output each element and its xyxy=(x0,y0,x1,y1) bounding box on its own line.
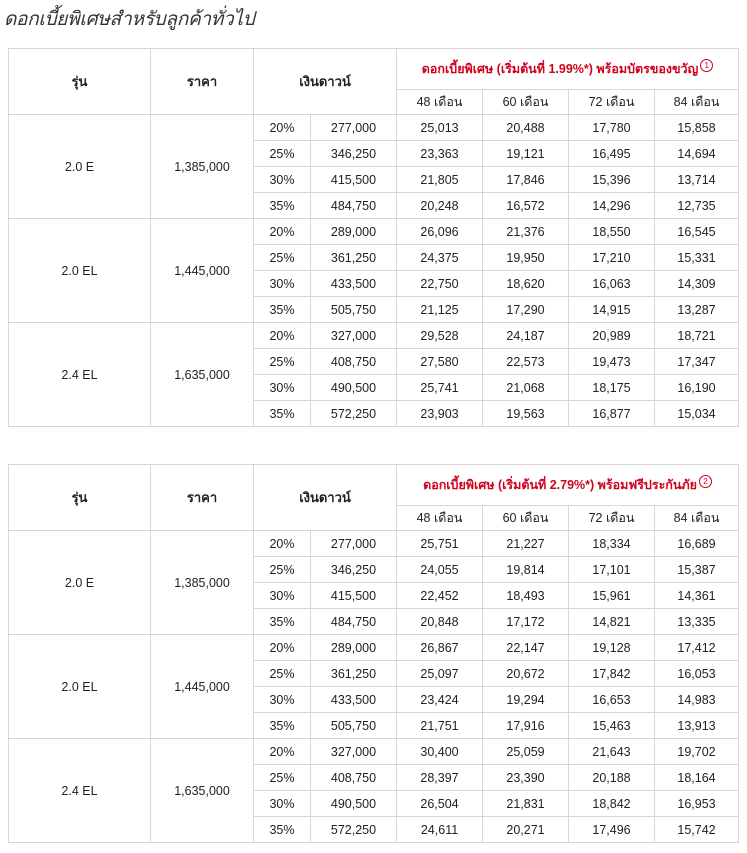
installment-84-cell: 18,164 xyxy=(655,765,739,791)
down-amount-cell: 415,500 xyxy=(311,167,397,193)
down-percent-cell: 25% xyxy=(254,245,311,271)
down-percent-cell: 30% xyxy=(254,167,311,193)
down-amount-cell: 433,500 xyxy=(311,271,397,297)
installment-72-cell: 18,175 xyxy=(569,375,655,401)
model-header: รุ่น xyxy=(9,465,151,531)
down-percent-cell: 25% xyxy=(254,349,311,375)
down-amount-cell: 490,500 xyxy=(311,791,397,817)
month-header: 48 เดือน xyxy=(397,90,483,115)
down-percent-cell: 20% xyxy=(254,739,311,765)
installment-84-cell: 15,742 xyxy=(655,817,739,843)
installment-84-cell: 16,953 xyxy=(655,791,739,817)
down-amount-cell: 361,250 xyxy=(311,245,397,271)
installment-84-cell: 15,858 xyxy=(655,115,739,141)
down-percent-cell: 25% xyxy=(254,557,311,583)
down-percent-cell: 20% xyxy=(254,219,311,245)
installment-60-cell: 20,488 xyxy=(483,115,569,141)
installment-72-cell: 16,063 xyxy=(569,271,655,297)
installment-72-cell: 15,961 xyxy=(569,583,655,609)
installment-72-cell: 14,821 xyxy=(569,609,655,635)
installment-84-cell: 15,331 xyxy=(655,245,739,271)
installment-72-cell: 14,296 xyxy=(569,193,655,219)
down-payment-header: เงินดาวน์ xyxy=(254,465,397,531)
installment-48-cell: 26,096 xyxy=(397,219,483,245)
installment-84-cell: 13,714 xyxy=(655,167,739,193)
installment-72-cell: 18,842 xyxy=(569,791,655,817)
installment-48-cell: 23,363 xyxy=(397,141,483,167)
down-percent-cell: 35% xyxy=(254,713,311,739)
installment-48-cell: 24,375 xyxy=(397,245,483,271)
footnote-badge-icon: 2 xyxy=(699,475,712,488)
down-amount-cell: 277,000 xyxy=(311,115,397,141)
price-cell: 1,635,000 xyxy=(151,323,254,427)
installment-72-cell: 17,780 xyxy=(569,115,655,141)
month-header: 60 เดือน xyxy=(483,506,569,531)
installment-72-cell: 14,915 xyxy=(569,297,655,323)
installment-60-cell: 21,831 xyxy=(483,791,569,817)
installment-48-cell: 22,452 xyxy=(397,583,483,609)
installment-48-cell: 23,903 xyxy=(397,401,483,427)
down-percent-cell: 35% xyxy=(254,401,311,427)
installment-48-cell: 21,805 xyxy=(397,167,483,193)
table-row xyxy=(9,531,739,557)
installment-84-cell: 16,190 xyxy=(655,375,739,401)
installment-60-cell: 22,573 xyxy=(483,349,569,375)
month-header: 48 เดือน xyxy=(397,506,483,531)
down-amount-cell: 572,250 xyxy=(311,401,397,427)
installment-84-cell: 16,053 xyxy=(655,661,739,687)
down-percent-cell: 30% xyxy=(254,791,311,817)
installment-84-cell: 18,721 xyxy=(655,323,739,349)
installment-60-cell: 17,846 xyxy=(483,167,569,193)
installment-84-cell: 12,735 xyxy=(655,193,739,219)
table-row xyxy=(9,739,739,765)
model-cell: 2.0 E xyxy=(9,115,151,219)
installment-72-cell: 17,496 xyxy=(569,817,655,843)
installment-60-cell: 20,672 xyxy=(483,661,569,687)
installment-48-cell: 24,611 xyxy=(397,817,483,843)
installment-60-cell: 18,620 xyxy=(483,271,569,297)
price-cell: 1,385,000 xyxy=(151,115,254,219)
footnote-badge-icon: 1 xyxy=(700,59,713,72)
installment-84-cell: 17,412 xyxy=(655,635,739,661)
installment-48-cell: 25,013 xyxy=(397,115,483,141)
installment-60-cell: 21,227 xyxy=(483,531,569,557)
down-percent-cell: 35% xyxy=(254,193,311,219)
down-percent-cell: 20% xyxy=(254,115,311,141)
promo-header xyxy=(397,49,739,90)
down-percent-cell: 30% xyxy=(254,583,311,609)
price-header: ราคา xyxy=(151,465,254,531)
header-row xyxy=(9,465,739,506)
installment-84-cell: 14,361 xyxy=(655,583,739,609)
down-percent-cell: 20% xyxy=(254,323,311,349)
installment-72-cell: 17,842 xyxy=(569,661,655,687)
down-percent-cell: 25% xyxy=(254,765,311,791)
down-percent-cell: 25% xyxy=(254,661,311,687)
installment-72-cell: 16,877 xyxy=(569,401,655,427)
installment-48-cell: 21,125 xyxy=(397,297,483,323)
installment-72-cell: 17,101 xyxy=(569,557,655,583)
price-cell: 1,445,000 xyxy=(151,635,254,739)
price-cell: 1,635,000 xyxy=(151,739,254,843)
installment-60-cell: 21,376 xyxy=(483,219,569,245)
down-percent-cell: 20% xyxy=(254,531,311,557)
installment-60-cell: 19,294 xyxy=(483,687,569,713)
installment-48-cell: 20,848 xyxy=(397,609,483,635)
installment-72-cell: 16,495 xyxy=(569,141,655,167)
promo-text: ดอกเบี้ยพิเศษ (เริ่มต้นที่ 2.79%*) พร้อมฟรีประกันภัย xyxy=(423,478,697,493)
installment-60-cell: 20,271 xyxy=(483,817,569,843)
month-header: 84 เดือน xyxy=(655,506,739,531)
installment-60-cell: 23,390 xyxy=(483,765,569,791)
installment-48-cell: 27,580 xyxy=(397,349,483,375)
model-header: รุ่น xyxy=(9,49,151,115)
installment-72-cell: 15,396 xyxy=(569,167,655,193)
month-header: 72 เดือน xyxy=(569,506,655,531)
installment-72-cell: 16,653 xyxy=(569,687,655,713)
down-amount-cell: 289,000 xyxy=(311,635,397,661)
table-row xyxy=(9,115,739,141)
month-header: 60 เดือน xyxy=(483,90,569,115)
installment-72-cell: 17,210 xyxy=(569,245,655,271)
down-amount-cell: 505,750 xyxy=(311,713,397,739)
down-amount-cell: 572,250 xyxy=(311,817,397,843)
installment-48-cell: 25,097 xyxy=(397,661,483,687)
header-row xyxy=(9,49,739,90)
table-row xyxy=(9,323,739,349)
down-amount-cell: 346,250 xyxy=(311,141,397,167)
installment-48-cell: 26,867 xyxy=(397,635,483,661)
installment-84-cell: 19,702 xyxy=(655,739,739,765)
installment-72-cell: 19,473 xyxy=(569,349,655,375)
price-header: ราคา xyxy=(151,49,254,115)
down-amount-cell: 415,500 xyxy=(311,583,397,609)
installment-60-cell: 24,187 xyxy=(483,323,569,349)
down-amount-cell: 484,750 xyxy=(311,193,397,219)
model-cell: 2.0 EL xyxy=(9,635,151,739)
down-percent-cell: 35% xyxy=(254,817,311,843)
down-amount-cell: 346,250 xyxy=(311,557,397,583)
installment-48-cell: 29,528 xyxy=(397,323,483,349)
installment-60-cell: 19,563 xyxy=(483,401,569,427)
installment-84-cell: 13,287 xyxy=(655,297,739,323)
price-cell: 1,445,000 xyxy=(151,219,254,323)
installment-48-cell: 23,424 xyxy=(397,687,483,713)
down-amount-cell: 490,500 xyxy=(311,375,397,401)
installment-60-cell: 17,916 xyxy=(483,713,569,739)
down-percent-cell: 25% xyxy=(254,141,311,167)
down-payment-header: เงินดาวน์ xyxy=(254,49,397,115)
installment-72-cell: 19,128 xyxy=(569,635,655,661)
rate-table-1 xyxy=(8,48,739,427)
down-percent-cell: 30% xyxy=(254,271,311,297)
installment-72-cell: 15,463 xyxy=(569,713,655,739)
installment-48-cell: 28,397 xyxy=(397,765,483,791)
page-title: ดอกเบี้ยพิเศษสำหรับลูกค้าทั่วไป xyxy=(4,8,255,30)
down-amount-cell: 361,250 xyxy=(311,661,397,687)
down-amount-cell: 289,000 xyxy=(311,219,397,245)
installment-48-cell: 25,751 xyxy=(397,531,483,557)
installment-60-cell: 19,950 xyxy=(483,245,569,271)
installment-60-cell: 19,121 xyxy=(483,141,569,167)
table-row xyxy=(9,635,739,661)
month-header: 72 เดือน xyxy=(569,90,655,115)
installment-84-cell: 15,387 xyxy=(655,557,739,583)
installment-48-cell: 30,400 xyxy=(397,739,483,765)
down-percent-cell: 20% xyxy=(254,635,311,661)
down-percent-cell: 30% xyxy=(254,375,311,401)
down-percent-cell: 35% xyxy=(254,297,311,323)
installment-72-cell: 18,334 xyxy=(569,531,655,557)
model-cell: 2.4 EL xyxy=(9,739,151,843)
installment-84-cell: 14,309 xyxy=(655,271,739,297)
promo-header xyxy=(397,465,739,506)
installment-60-cell: 17,172 xyxy=(483,609,569,635)
installment-84-cell: 16,689 xyxy=(655,531,739,557)
installment-60-cell: 18,493 xyxy=(483,583,569,609)
down-amount-cell: 505,750 xyxy=(311,297,397,323)
promo-text: ดอกเบี้ยพิเศษ (เริ่มต้นที่ 1.99%*) พร้อมบัตรของขวัญ xyxy=(421,62,699,77)
installment-84-cell: 17,347 xyxy=(655,349,739,375)
installment-72-cell: 20,188 xyxy=(569,765,655,791)
down-amount-cell: 327,000 xyxy=(311,323,397,349)
installment-48-cell: 26,504 xyxy=(397,791,483,817)
down-amount-cell: 408,750 xyxy=(311,765,397,791)
down-amount-cell: 327,000 xyxy=(311,739,397,765)
down-percent-cell: 35% xyxy=(254,609,311,635)
down-amount-cell: 484,750 xyxy=(311,609,397,635)
installment-72-cell: 20,989 xyxy=(569,323,655,349)
installment-72-cell: 21,643 xyxy=(569,739,655,765)
installment-48-cell: 20,248 xyxy=(397,193,483,219)
installment-48-cell: 25,741 xyxy=(397,375,483,401)
installment-84-cell: 13,335 xyxy=(655,609,739,635)
down-amount-cell: 277,000 xyxy=(311,531,397,557)
rate-table-2 xyxy=(8,464,739,843)
installment-60-cell: 25,059 xyxy=(483,739,569,765)
model-cell: 2.0 EL xyxy=(9,219,151,323)
installment-60-cell: 16,572 xyxy=(483,193,569,219)
month-header: 84 เดือน xyxy=(655,90,739,115)
installment-84-cell: 14,694 xyxy=(655,141,739,167)
price-cell: 1,385,000 xyxy=(151,531,254,635)
installment-84-cell: 14,983 xyxy=(655,687,739,713)
table-row xyxy=(9,219,739,245)
down-amount-cell: 408,750 xyxy=(311,349,397,375)
down-amount-cell: 433,500 xyxy=(311,687,397,713)
installment-48-cell: 22,750 xyxy=(397,271,483,297)
installment-84-cell: 16,545 xyxy=(655,219,739,245)
model-cell: 2.4 EL xyxy=(9,323,151,427)
installment-48-cell: 24,055 xyxy=(397,557,483,583)
installment-60-cell: 19,814 xyxy=(483,557,569,583)
installment-48-cell: 21,751 xyxy=(397,713,483,739)
installment-72-cell: 18,550 xyxy=(569,219,655,245)
installment-60-cell: 17,290 xyxy=(483,297,569,323)
down-percent-cell: 30% xyxy=(254,687,311,713)
installment-60-cell: 22,147 xyxy=(483,635,569,661)
model-cell: 2.0 E xyxy=(9,531,151,635)
installment-60-cell: 21,068 xyxy=(483,375,569,401)
installment-84-cell: 13,913 xyxy=(655,713,739,739)
installment-84-cell: 15,034 xyxy=(655,401,739,427)
